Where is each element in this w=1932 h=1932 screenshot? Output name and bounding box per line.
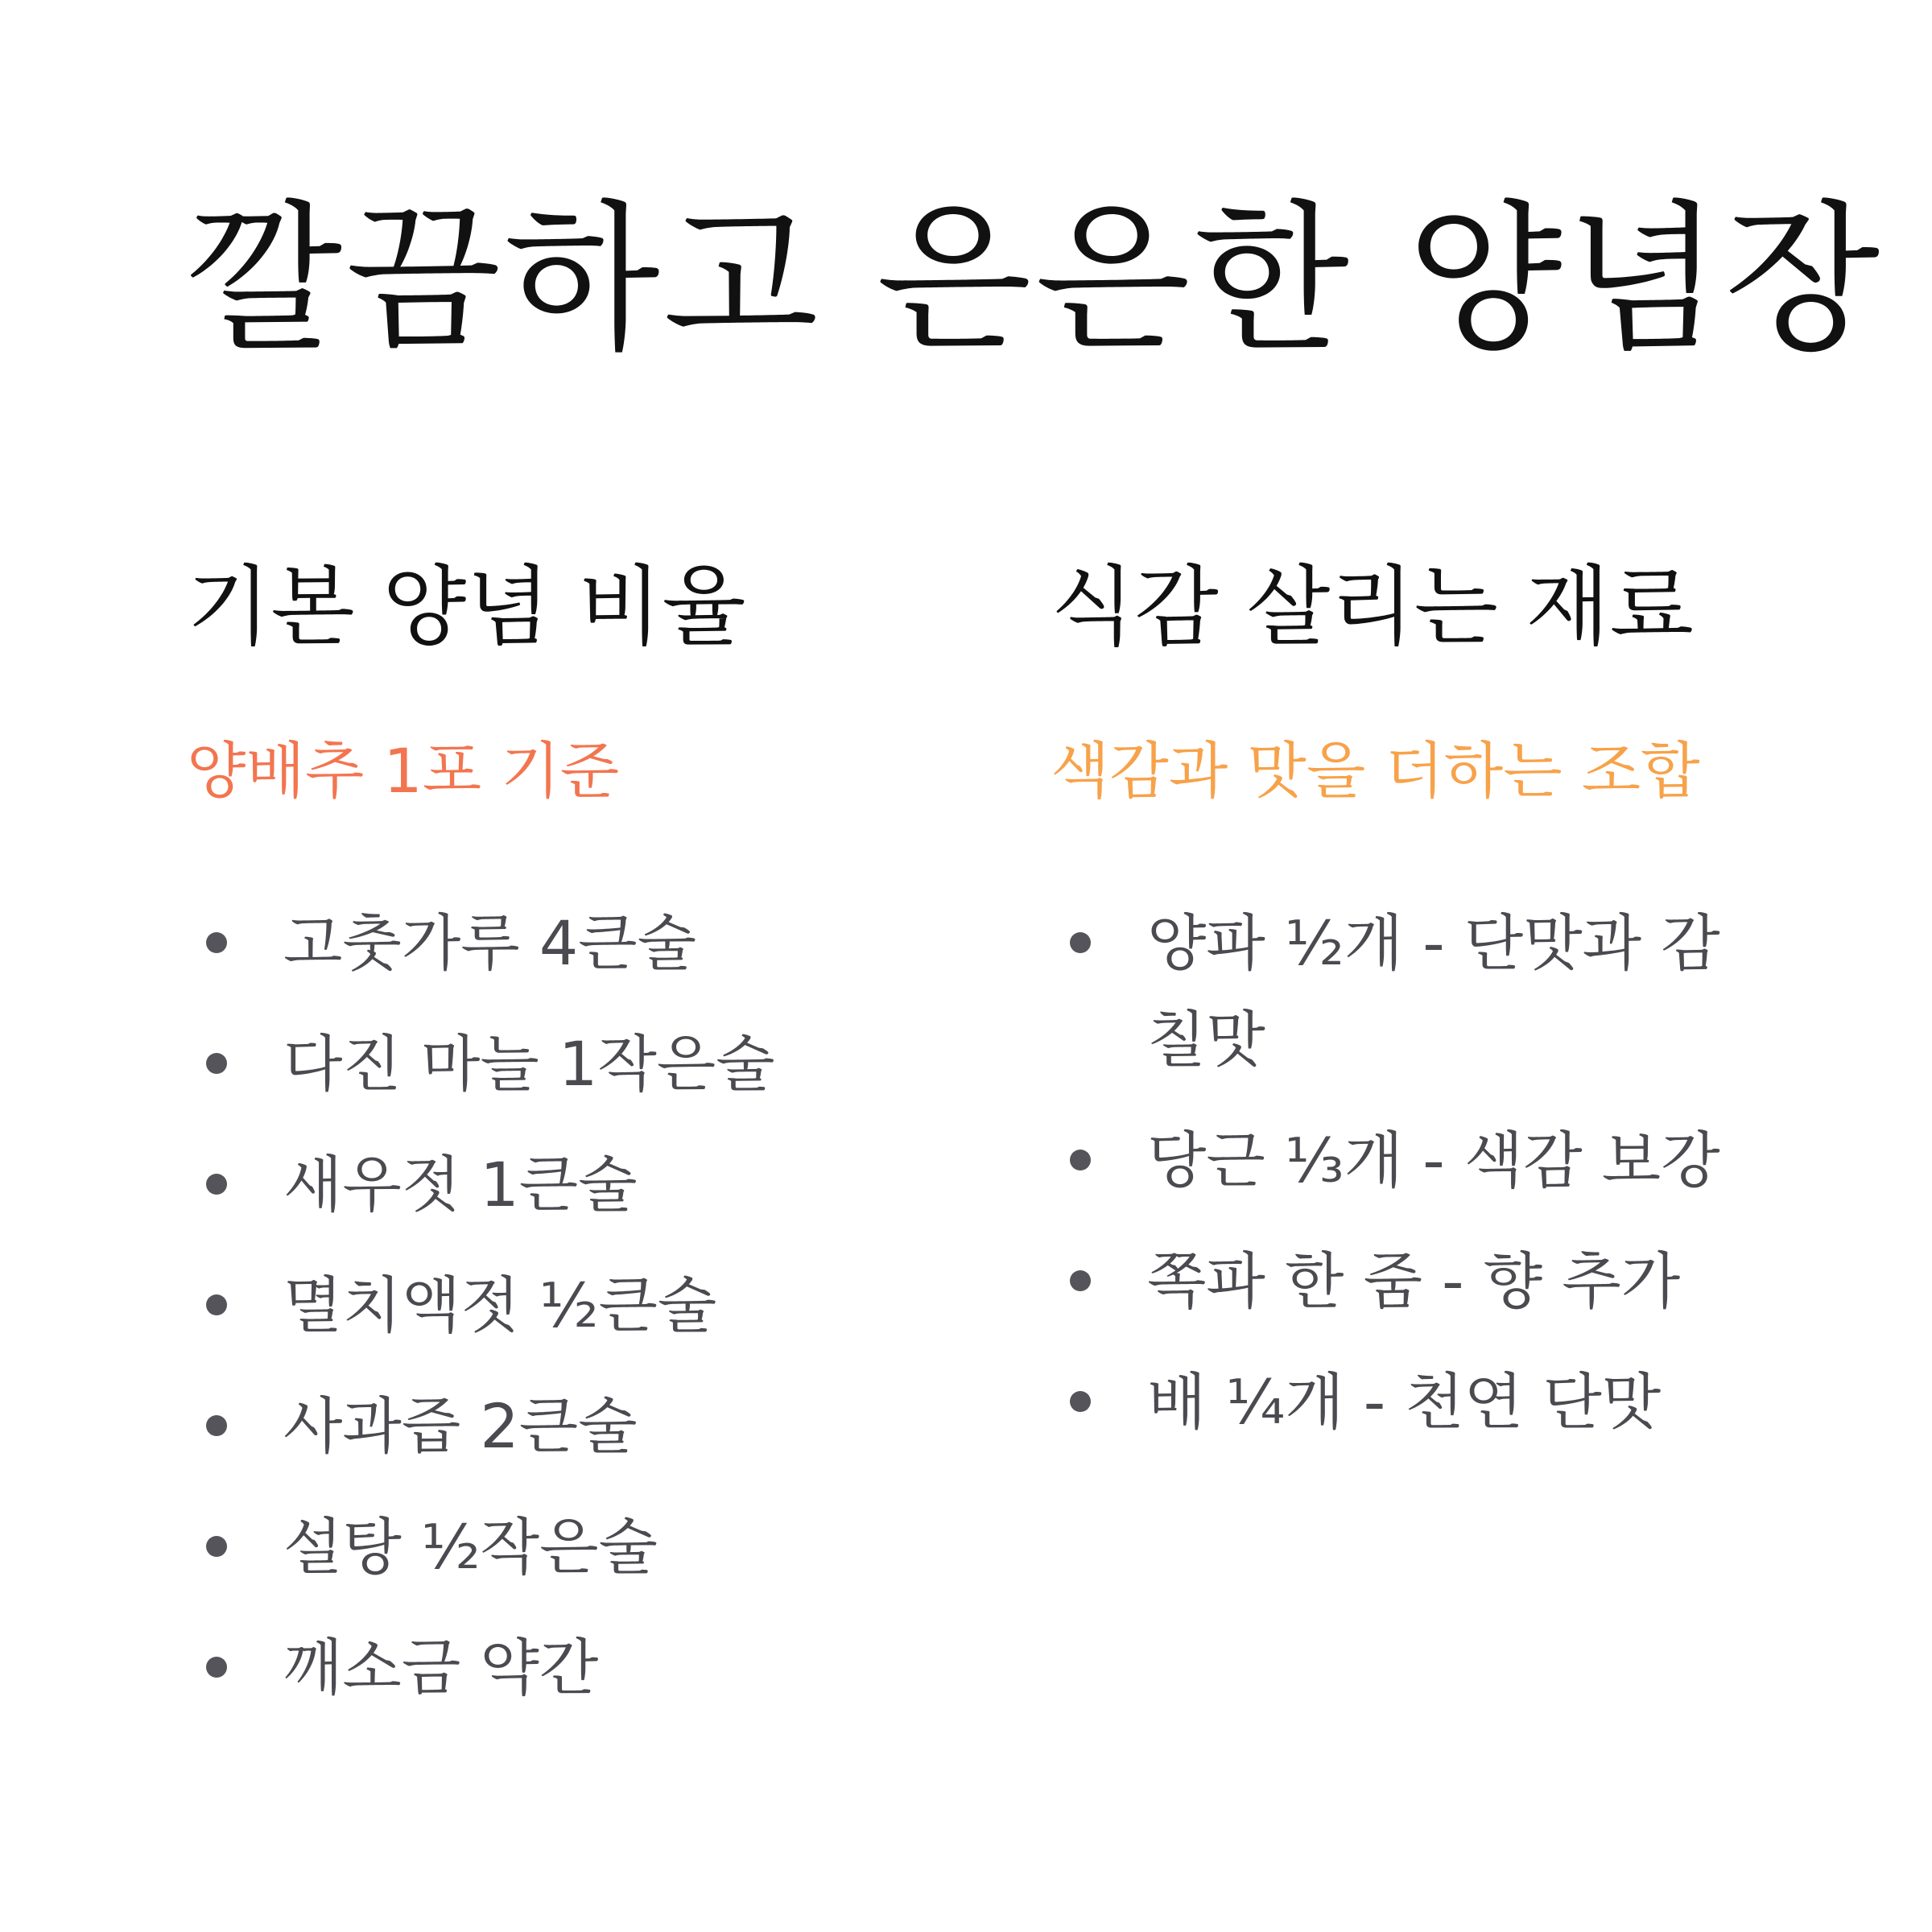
list-item bbox=[187, 1137, 775, 1233]
section-subtitle: 색감과 맛을 더하는 조합 bbox=[1051, 735, 1700, 807]
list-item-text: 사과즙 2큰술 bbox=[283, 1390, 638, 1462]
base-seasoning-section bbox=[187, 555, 960, 1703]
list-item-text: 멸치액젓 ½큰술 bbox=[283, 1269, 717, 1341]
list-item bbox=[187, 895, 775, 992]
list-item-text: 배 ¼개 - 천연 단맛 bbox=[1147, 1366, 1662, 1438]
section-heading: 기본 양념 비율 bbox=[187, 557, 746, 658]
bullet-icon bbox=[1070, 932, 1091, 953]
section-heading: 식감 살리는 재료 bbox=[1051, 557, 1694, 658]
bullet-icon bbox=[1070, 1391, 1091, 1412]
bullet-icon bbox=[206, 1415, 227, 1436]
bullet-icon bbox=[1070, 1150, 1091, 1170]
list-item bbox=[187, 1016, 775, 1113]
list-item-text: 양파 ½개 - 단맛과 감칠맛 bbox=[1147, 907, 1720, 1075]
list-item-text: 다진 마늘 1작은술 bbox=[283, 1028, 775, 1100]
list-item bbox=[1051, 895, 1759, 1088]
list-item bbox=[1051, 1233, 1759, 1330]
list-item bbox=[187, 1620, 775, 1716]
bullet-icon bbox=[206, 1294, 227, 1315]
list-item-text: 쪽파 한 줌 - 향 추가 bbox=[1147, 1245, 1681, 1317]
list-item bbox=[187, 1378, 775, 1475]
section-subtitle: 양배추 1포 기준 bbox=[187, 735, 620, 807]
list-item bbox=[187, 1499, 775, 1596]
list-item bbox=[1051, 1354, 1759, 1451]
bullet-icon bbox=[206, 932, 227, 953]
list-item-text: 새우젓 1큰술 bbox=[283, 1149, 638, 1220]
texture-ingredients-section bbox=[1051, 555, 1775, 1438]
list-item-text: 당근 ⅓개 - 색감 보강 bbox=[1147, 1125, 1720, 1196]
list-item-text: 고춧가루 4큰술 bbox=[283, 907, 697, 979]
list-item bbox=[1051, 1113, 1759, 1209]
bullet-icon bbox=[206, 1536, 227, 1557]
bullet-icon bbox=[1070, 1270, 1091, 1291]
list-item-text: 설탕 ½작은술 bbox=[283, 1511, 658, 1583]
ingredient-list bbox=[1051, 895, 1759, 1475]
bullet-icon bbox=[206, 1657, 227, 1678]
ingredient-list bbox=[187, 895, 775, 1740]
page-title: 깔끔하고 은은한 양념장 bbox=[187, 186, 1884, 374]
list-item bbox=[187, 1257, 775, 1354]
bullet-icon bbox=[206, 1053, 227, 1074]
list-item-text: 깨소금 약간 bbox=[283, 1632, 599, 1703]
bullet-icon bbox=[206, 1174, 227, 1195]
